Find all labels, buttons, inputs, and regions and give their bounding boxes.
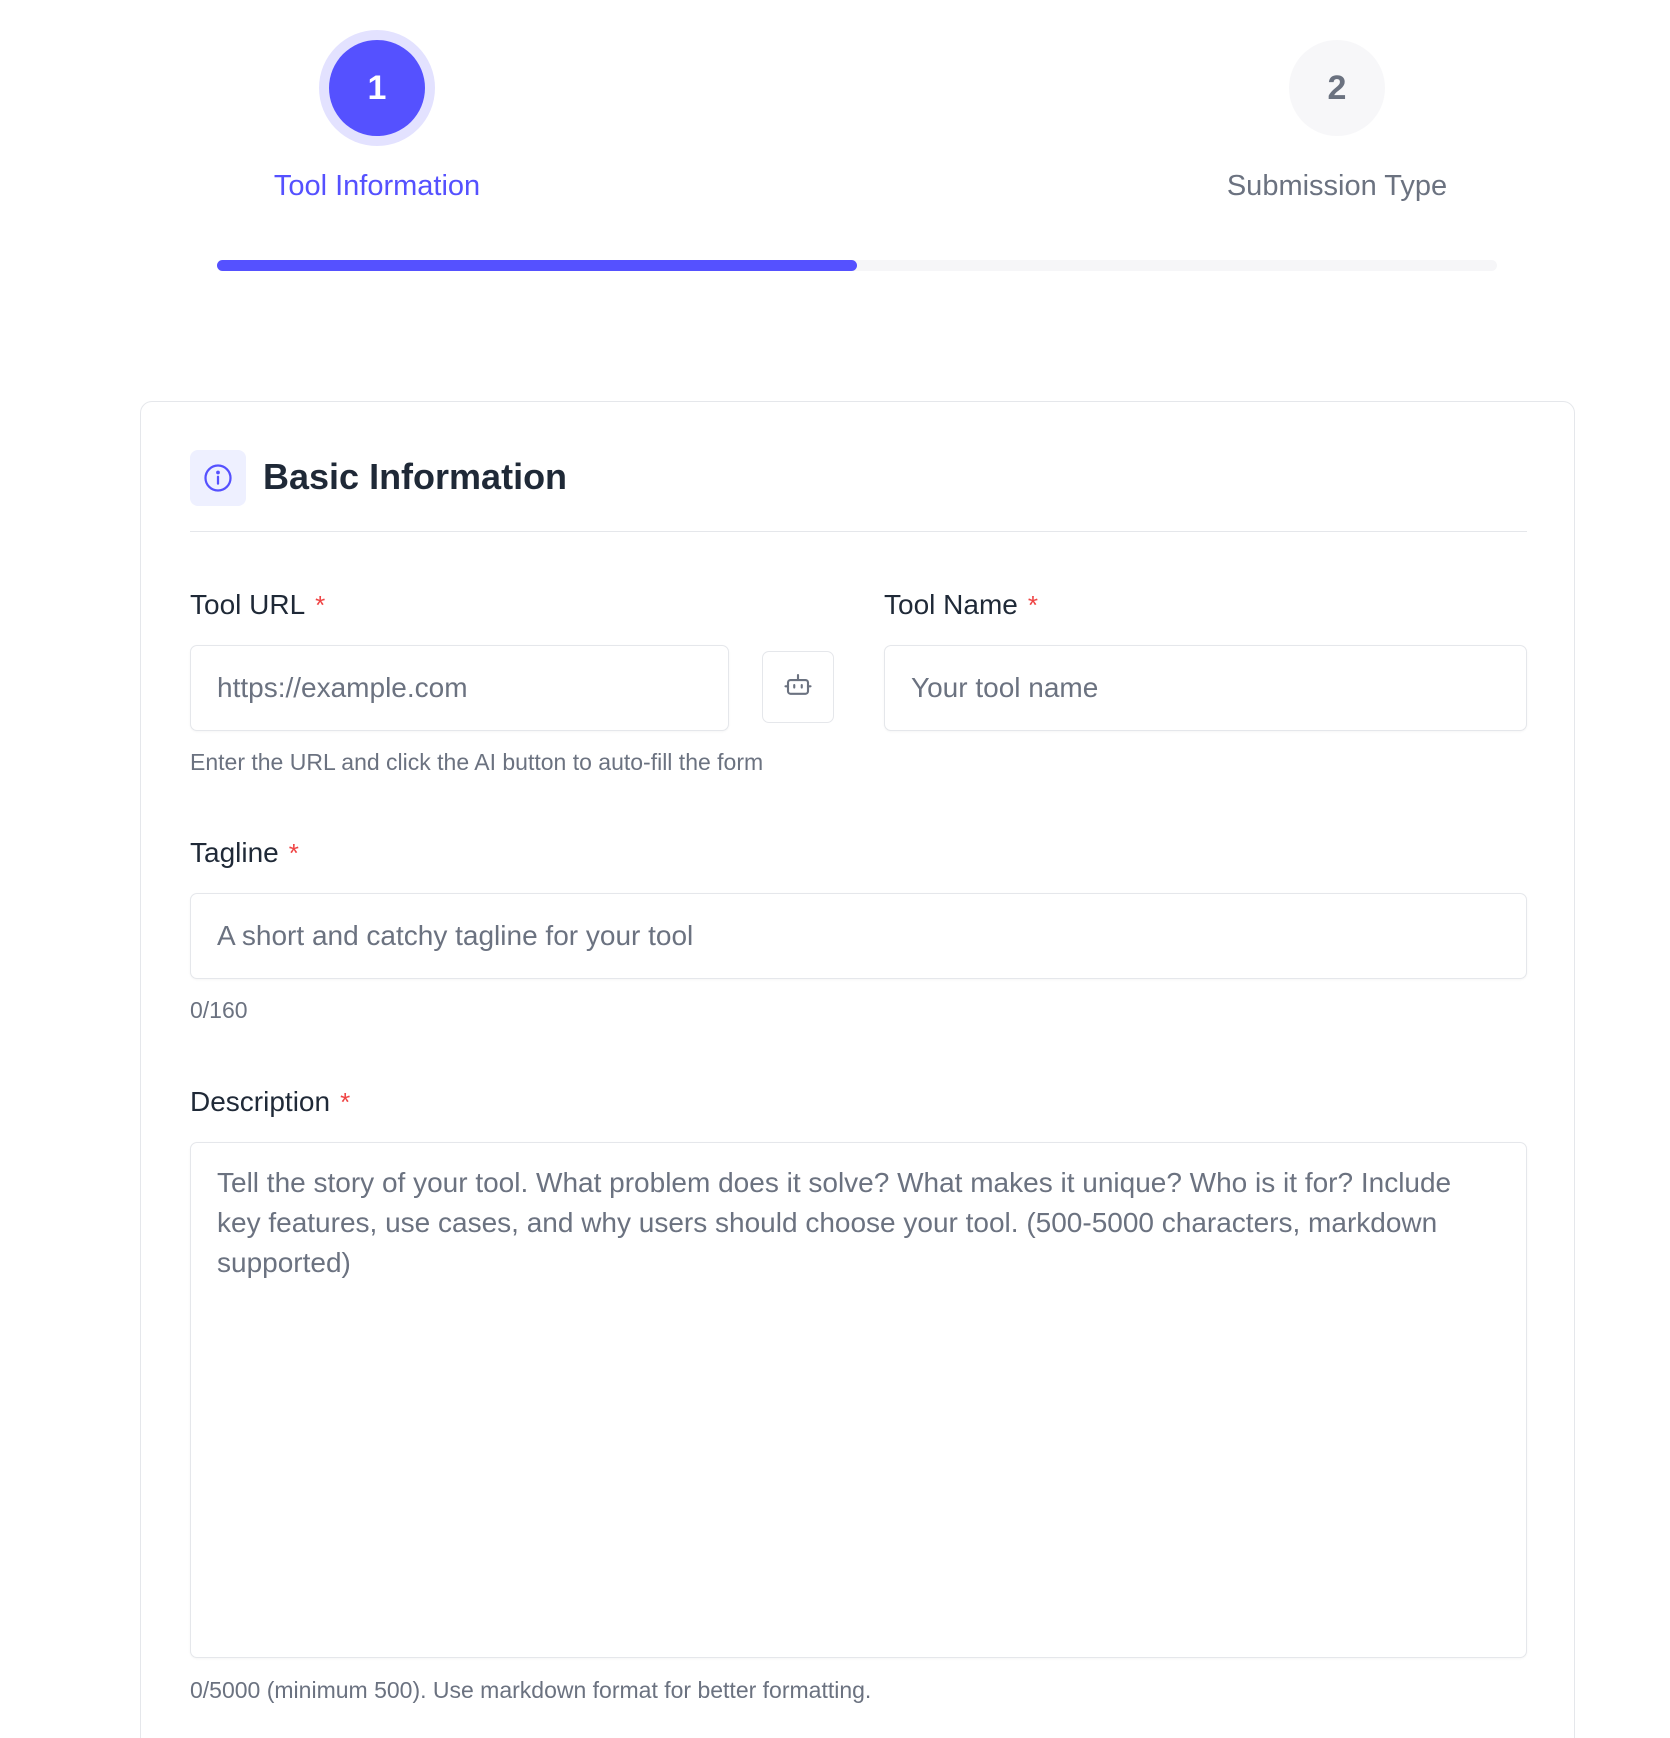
progress-fill xyxy=(217,260,857,271)
tool-url-label xyxy=(190,589,325,621)
ai-autofill-button[interactable] xyxy=(762,651,834,723)
step-label: Submission Type xyxy=(1226,170,1448,202)
card-title: Basic Information xyxy=(263,456,568,497)
tool-url-placeholder: https://example.com xyxy=(217,672,468,703)
step-tool-information[interactable] xyxy=(227,32,527,203)
tagline-char-counter: 0/160 xyxy=(190,997,248,1023)
description-label-text: Description xyxy=(190,1086,331,1117)
required-asterisk: * xyxy=(1027,590,1038,620)
description-textarea[interactable] xyxy=(190,1142,1527,1658)
tagline-label xyxy=(190,837,299,869)
tagline-input[interactable] xyxy=(190,893,1527,979)
required-asterisk: * xyxy=(340,1087,351,1117)
tagline-label-text: Tagline xyxy=(190,837,279,868)
required-asterisk: * xyxy=(288,838,299,868)
tagline-placeholder: A short and catchy tagline for your tool xyxy=(217,920,694,951)
tool-name-placeholder: Your tool name xyxy=(911,672,1099,703)
info-icon xyxy=(190,450,246,506)
description-char-counter: 0/5000 (minimum 500). Use markdown format for better formatting. xyxy=(190,1677,872,1703)
progress-track xyxy=(217,260,1497,271)
step-number-badge: 1 xyxy=(329,40,425,136)
step-number-badge: 2 xyxy=(1289,40,1385,136)
tool-url-label-text: Tool URL xyxy=(190,589,306,620)
card-header xyxy=(190,450,1527,532)
tool-name-label xyxy=(884,589,1038,621)
description-placeholder: Tell the story of your tool. What problem does it solve? What makes it unique? Who is it for? Include key features, use cases, and why users should choose your tool. (500-5000 characters, markdown supported) xyxy=(217,1167,1452,1278)
tool-url-help-text: Enter the URL and click the AI button to auto-fill the form xyxy=(190,749,764,775)
step-submission-type[interactable] xyxy=(1187,32,1487,203)
basic-information-card xyxy=(140,401,1575,1738)
stepper xyxy=(0,0,1670,300)
description-label xyxy=(190,1086,350,1118)
required-asterisk: * xyxy=(315,590,326,620)
step-label: Tool Information xyxy=(273,170,481,202)
robot-icon xyxy=(783,670,813,705)
tool-name-label-text: Tool Name xyxy=(884,589,1018,620)
tool-name-input[interactable] xyxy=(884,645,1527,731)
tool-url-input[interactable] xyxy=(190,645,729,731)
